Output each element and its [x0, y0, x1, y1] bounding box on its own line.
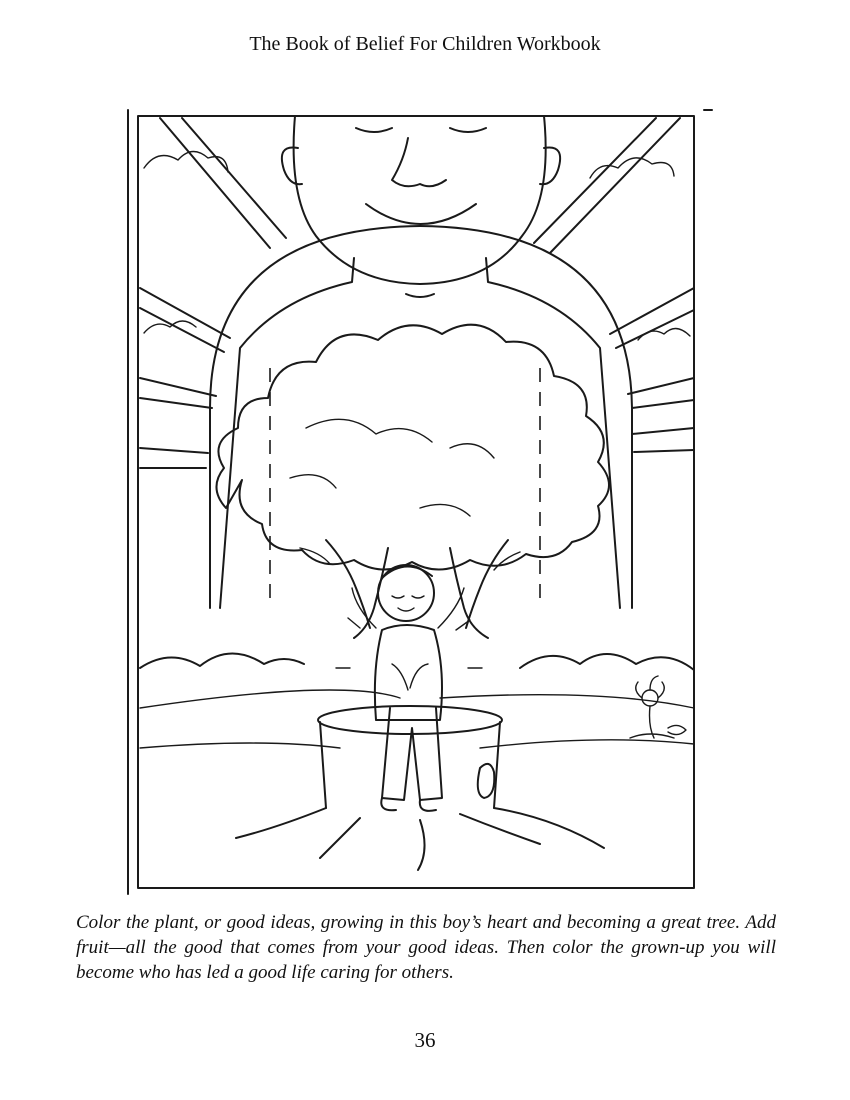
tree-canopy: [216, 325, 609, 598]
page-number: 36: [414, 1028, 436, 1052]
coloring-illustration: [120, 108, 720, 898]
coloring-page-drawing: [120, 108, 720, 898]
sun-rays: [140, 118, 694, 468]
running-header: The Book of Belief For Children Workbook: [249, 33, 601, 55]
tree-trunk: [300, 540, 520, 638]
flower-decoration: [630, 676, 686, 738]
boy-figure: [336, 565, 482, 811]
grown-up-figure: [220, 116, 620, 608]
illustration-frame: [128, 110, 712, 894]
tree-stump: [236, 706, 604, 870]
instruction-caption: Color the plant, or good ideas, growing in this boy’s heart and becoming a great tree. Add fruit—all the good that comes from your good ideas. Then color the grown-up you will become who has led a good life caring for others.: [76, 912, 776, 983]
